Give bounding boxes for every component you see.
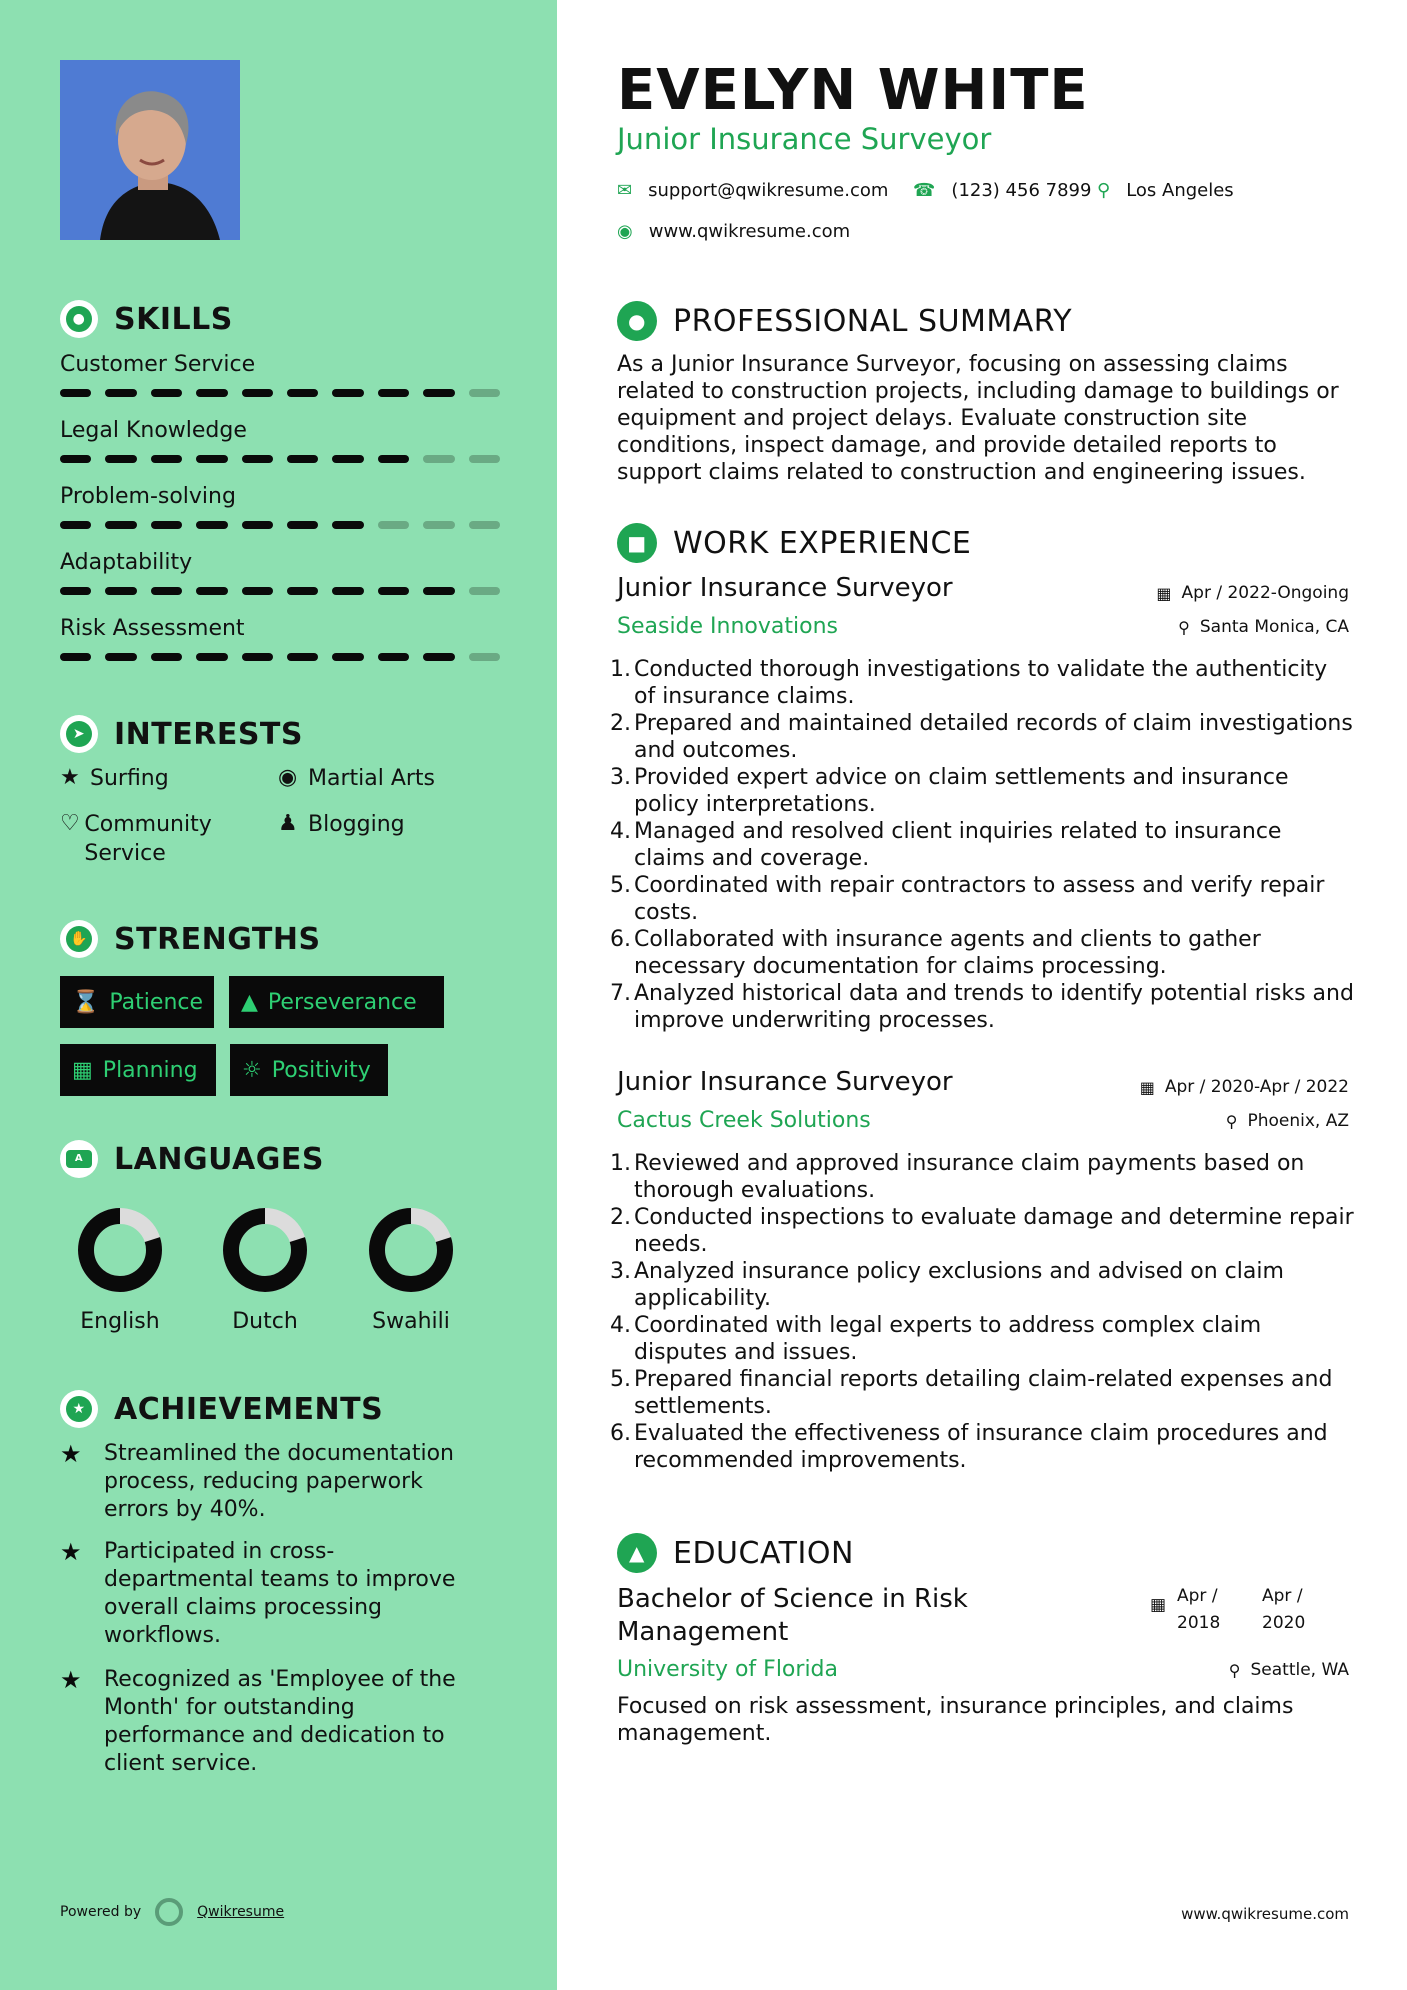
location-text: Los Angeles bbox=[1126, 180, 1234, 201]
candidate-title: Junior Insurance Surveyor bbox=[617, 122, 992, 156]
duty-text: Evaluated the effectiveness of insurance claim procedures and recommended improvements. bbox=[634, 1421, 1328, 1473]
job-dates-text: Apr / 2022-Ongoing bbox=[1181, 583, 1349, 603]
skill-level-dash bbox=[332, 521, 363, 529]
qwikresume-logo-icon bbox=[155, 1898, 183, 1926]
education-location bbox=[1229, 1660, 1349, 1680]
skill-name: Legal Knowledge bbox=[60, 418, 247, 443]
skill-level-dash bbox=[378, 521, 409, 529]
skill-level-dash bbox=[196, 587, 227, 595]
skill-item bbox=[60, 616, 500, 661]
email-text: support@qwikresume.com bbox=[648, 180, 889, 201]
skills-title: SKILLS bbox=[114, 301, 233, 337]
duty-item: 4. Managed and resolved client inquiries related to insurance claims and coverage. bbox=[610, 819, 1282, 871]
interest-label: Community Service bbox=[84, 812, 212, 866]
footer-website[interactable]: www.qwikresume.com bbox=[1181, 1905, 1349, 1923]
interest-item bbox=[60, 764, 169, 793]
duty-text: Conducted thorough investigations to validate the authenticity of insurance claims. bbox=[634, 657, 1328, 709]
calendar-icon: ▦ bbox=[1139, 1077, 1155, 1097]
job-location bbox=[1178, 617, 1349, 637]
language-item bbox=[356, 1205, 466, 1334]
achievement-item bbox=[60, 1440, 480, 1524]
job-title: Junior Insurance Surveyor bbox=[617, 1067, 953, 1097]
job-company: Cactus Creek Solutions bbox=[617, 1108, 871, 1133]
education-location-text: Seattle, WA bbox=[1250, 1660, 1349, 1680]
duty-item: 5. Coordinated with repair contractors to assess and verify repair costs. bbox=[610, 873, 1325, 925]
skill-level-dash bbox=[378, 389, 409, 397]
skill-level-dash bbox=[60, 455, 91, 463]
strength-label: Planning bbox=[102, 1057, 198, 1083]
skill-level-dash bbox=[332, 455, 363, 463]
education-end: Apr / 2020 bbox=[1262, 1586, 1306, 1633]
skill-level-dash bbox=[151, 587, 182, 595]
education-school: University of Florida bbox=[617, 1657, 838, 1682]
skill-name: Adaptability bbox=[60, 550, 193, 575]
duty-text: Coordinated with repair contractors to assess and verify repair costs. bbox=[634, 873, 1325, 925]
job-duties-list bbox=[610, 656, 1354, 1034]
duty-item: 2. Conducted inspections to evaluate damage and determine repair needs. bbox=[610, 1205, 1354, 1257]
language-name: Dutch bbox=[232, 1309, 298, 1334]
skill-level-dash bbox=[378, 455, 409, 463]
skill-level-dash bbox=[60, 653, 91, 661]
duty-text: Prepared and maintained detailed records of claim investigations and outcomes. bbox=[634, 711, 1353, 763]
calendar-icon: ▦ bbox=[1156, 583, 1172, 603]
job-dates bbox=[1156, 583, 1349, 603]
pin-icon: ⚲ bbox=[1228, 1660, 1241, 1680]
phone-icon: ☎ bbox=[913, 180, 936, 201]
summary-text: As a Junior Insurance Surveyor, focusing on assessing claims related to construction projects, including damage to buildings or equipment and project delays. Evaluate construction site conditions, inspect damage, and provide detailed reports to support claims related to construction and engineering issues. bbox=[617, 352, 1339, 485]
job-dates bbox=[1140, 1077, 1349, 1097]
skill-level-dash bbox=[423, 389, 454, 397]
duty-item: 3. Analyzed insurance policy exclusions and advised on claim applicability. bbox=[610, 1259, 1284, 1311]
skill-item bbox=[60, 418, 500, 463]
interest-label: Surfing bbox=[90, 766, 169, 791]
skill-name: Customer Service bbox=[60, 352, 256, 377]
skill-level-dash bbox=[469, 389, 500, 397]
skill-level-dash bbox=[60, 521, 91, 529]
calendar-icon: ▦ bbox=[72, 1057, 93, 1083]
skill-level-dash bbox=[242, 653, 273, 661]
skill-level-dash bbox=[151, 653, 182, 661]
strength-chip bbox=[60, 976, 214, 1028]
duty-text: Prepared financial reports detailing claim-related expenses and settlements. bbox=[634, 1367, 1333, 1419]
mountain-icon: ▲ bbox=[241, 989, 258, 1015]
language-donut bbox=[75, 1205, 165, 1295]
strength-label: Positivity bbox=[271, 1057, 371, 1083]
strength-label: Perseverance bbox=[267, 989, 417, 1015]
duty-item: 3. Provided expert advice on claim settlements and insurance policy interpretations. bbox=[610, 765, 1289, 817]
skill-level-dash bbox=[151, 389, 182, 397]
skill-level-dash bbox=[196, 455, 227, 463]
globe-icon: ◉ bbox=[617, 221, 633, 242]
map-pin-icon: ⚲ bbox=[1097, 180, 1111, 201]
achievement-text: Participated in cross-departmental teams to improve overall claims processing workflows. bbox=[104, 1539, 456, 1648]
shooting-star-icon: ★ bbox=[60, 1440, 82, 1468]
hourglass-icon: ⌛ bbox=[72, 989, 100, 1015]
envelope-icon: ✉ bbox=[617, 180, 633, 201]
skill-level-dash bbox=[469, 587, 500, 595]
website-text: www.qwikresume.com bbox=[648, 221, 851, 242]
star-icon: ★ bbox=[60, 765, 80, 790]
lightbulb-icon: ● bbox=[60, 300, 98, 338]
skill-level-dash bbox=[332, 389, 363, 397]
skill-level-bar bbox=[60, 653, 500, 661]
language-donut bbox=[366, 1205, 456, 1295]
achievements-heading bbox=[60, 1390, 383, 1428]
skill-level-dash bbox=[423, 455, 454, 463]
summary-title: PROFESSIONAL SUMMARY bbox=[673, 303, 1073, 339]
fist-icon: ✋ bbox=[60, 920, 98, 958]
skill-level-bar bbox=[60, 389, 500, 397]
duty-text: Analyzed historical data and trends to identify potential risks and improve underwriting processes. bbox=[634, 981, 1354, 1033]
portrait-image bbox=[60, 60, 240, 240]
skill-level-dash bbox=[378, 587, 409, 595]
job-location-text: Phoenix, AZ bbox=[1247, 1111, 1349, 1131]
skills-heading bbox=[60, 300, 233, 338]
duty-item: 2. Prepared and maintained detailed records of claim investigations and outcomes. bbox=[610, 711, 1353, 763]
skill-level-dash bbox=[423, 653, 454, 661]
pin-icon: ⚲ bbox=[1178, 617, 1190, 637]
skill-level-dash bbox=[60, 587, 91, 595]
languages-title: LANGUAGES bbox=[114, 1141, 324, 1177]
interest-item bbox=[278, 810, 405, 839]
strength-chip bbox=[229, 976, 444, 1028]
contact-location bbox=[1097, 180, 1234, 201]
education-degree: Bachelor of Science in Risk Management bbox=[617, 1584, 968, 1647]
duty-text: Reviewed and approved insurance claim payments based on thorough evaluations. bbox=[634, 1151, 1305, 1203]
skill-level-bar bbox=[60, 455, 500, 463]
achievement-item bbox=[60, 1538, 480, 1650]
education-description: Focused on risk assessment, insurance principles, and claims management. bbox=[617, 1694, 1294, 1746]
duty-item: 1. Conducted thorough investigations to validate the authenticity of insurance claims. bbox=[610, 657, 1328, 709]
duty-text: Collaborated with insurance agents and clients to gather necessary documentation for claims processing. bbox=[634, 927, 1261, 979]
qwikresume-link[interactable]: Qwikresume bbox=[197, 1904, 285, 1920]
skill-level-dash bbox=[469, 653, 500, 661]
skill-level-dash bbox=[287, 653, 318, 661]
skill-level-dash bbox=[423, 587, 454, 595]
skill-item bbox=[60, 484, 500, 529]
briefcase-icon: ■ bbox=[617, 523, 657, 563]
duty-item: 1. Reviewed and approved insurance claim payments based on thorough evaluations. bbox=[610, 1151, 1305, 1203]
duty-text: Conducted inspections to evaluate damage and determine repair needs. bbox=[634, 1205, 1354, 1257]
job-duties-list bbox=[610, 1150, 1354, 1474]
contact-phone[interactable] bbox=[913, 180, 1091, 201]
job-title: Junior Insurance Surveyor bbox=[617, 573, 953, 603]
strengths-heading bbox=[60, 920, 321, 958]
achievement-text: Streamlined the documentation process, reducing paperwork errors by 40%. bbox=[104, 1441, 454, 1522]
summary-heading bbox=[617, 301, 1072, 341]
pin-icon: ⚲ bbox=[1225, 1111, 1238, 1131]
education-dates bbox=[1150, 1592, 1172, 1619]
skill-level-dash bbox=[287, 587, 318, 595]
job-location bbox=[1226, 1111, 1349, 1131]
users-icon: ♟ bbox=[278, 811, 298, 836]
language-name: English bbox=[80, 1309, 160, 1334]
language-name: Swahili bbox=[372, 1309, 450, 1334]
skill-level-dash bbox=[287, 389, 318, 397]
language-item bbox=[210, 1205, 320, 1334]
contact-website[interactable] bbox=[617, 221, 850, 242]
experience-title: WORK EXPERIENCE bbox=[673, 525, 972, 561]
skill-level-dash bbox=[378, 653, 409, 661]
paper-plane-icon: ➤ bbox=[60, 715, 98, 753]
skill-level-dash bbox=[196, 389, 227, 397]
duty-text: Analyzed insurance policy exclusions and advised on claim applicability. bbox=[634, 1259, 1284, 1311]
skill-level-dash bbox=[105, 389, 136, 397]
skill-level-dash bbox=[151, 455, 182, 463]
language-item bbox=[65, 1205, 175, 1334]
duty-item: 4. Coordinated with legal experts to address complex claim disputes and issues. bbox=[610, 1313, 1262, 1365]
skill-level-dash bbox=[105, 455, 136, 463]
skill-level-dash bbox=[469, 455, 500, 463]
graduate-icon: ▲ bbox=[617, 1533, 657, 1573]
shooting-star-icon: ★ bbox=[60, 1666, 82, 1694]
handshake-icon: ♡ bbox=[60, 811, 80, 836]
sun-icon: ☼ bbox=[242, 1057, 262, 1083]
experience-heading bbox=[617, 523, 971, 563]
powered-by bbox=[60, 1898, 284, 1926]
interest-label: Blogging bbox=[308, 812, 405, 837]
skill-level-dash bbox=[469, 521, 500, 529]
achievement-text: Recognized as 'Employee of the Month' for outstanding performance and dedication to client service. bbox=[104, 1667, 456, 1776]
skill-level-bar bbox=[60, 521, 500, 529]
candidate-name: EVELYN WHITE bbox=[617, 58, 1089, 123]
strength-label: Patience bbox=[109, 989, 204, 1015]
strength-chip bbox=[60, 1044, 216, 1096]
job-location-text: Santa Monica, CA bbox=[1199, 617, 1349, 637]
skill-level-dash bbox=[151, 521, 182, 529]
skill-level-dash bbox=[242, 587, 273, 595]
achievements-title: ACHIEVEMENTS bbox=[114, 1391, 384, 1427]
user-icon: ● bbox=[617, 301, 657, 341]
calendar-icon: ▦ bbox=[1150, 1595, 1167, 1615]
skill-level-dash bbox=[196, 653, 227, 661]
strength-chip bbox=[230, 1044, 388, 1096]
skill-level-bar bbox=[60, 587, 500, 595]
strengths-title: STRENGTHS bbox=[114, 921, 321, 957]
skill-level-dash bbox=[287, 521, 318, 529]
language-donut bbox=[220, 1205, 310, 1295]
globe-icon: ◉ bbox=[278, 765, 298, 790]
skill-level-dash bbox=[105, 521, 136, 529]
skill-level-dash bbox=[196, 521, 227, 529]
skill-level-dash bbox=[242, 455, 273, 463]
job-company: Seaside Innovations bbox=[617, 614, 838, 639]
skill-level-dash bbox=[242, 521, 273, 529]
profile-photo bbox=[60, 60, 240, 240]
languages-heading bbox=[60, 1140, 324, 1178]
skill-level-dash bbox=[423, 521, 454, 529]
skill-level-dash bbox=[60, 389, 91, 397]
education-heading bbox=[617, 1533, 854, 1573]
duty-text: Coordinated with legal experts to address complex claim disputes and issues. bbox=[634, 1313, 1262, 1365]
skill-item bbox=[60, 352, 500, 397]
duty-text: Provided expert advice on claim settlements and insurance policy interpretations. bbox=[634, 765, 1289, 817]
skill-level-dash bbox=[105, 653, 136, 661]
job-dates-text: Apr / 2020-Apr / 2022 bbox=[1164, 1077, 1349, 1097]
interests-title: INTERESTS bbox=[114, 716, 303, 752]
skill-level-dash bbox=[332, 587, 363, 595]
skill-name: Risk Assessment bbox=[60, 616, 245, 641]
education-start: Apr / 2018 bbox=[1177, 1586, 1221, 1633]
phone-text: (123) 456 7899 bbox=[951, 180, 1092, 201]
skill-level-dash bbox=[287, 455, 318, 463]
duty-item: 5. Prepared financial reports detailing claim-related expenses and settlements. bbox=[610, 1367, 1333, 1419]
interests-heading bbox=[60, 715, 303, 753]
skill-item bbox=[60, 550, 500, 595]
duty-text: Managed and resolved client inquiries related to insurance claims and coverage. bbox=[634, 819, 1282, 871]
language-icon: A bbox=[60, 1140, 98, 1178]
interest-item bbox=[60, 810, 260, 868]
star-badge-icon: ★ bbox=[60, 1390, 98, 1428]
education-title: EDUCATION bbox=[673, 1535, 854, 1571]
shooting-star-icon: ★ bbox=[60, 1538, 82, 1566]
powered-by-label: Powered by bbox=[60, 1904, 142, 1920]
duty-item: 7. Analyzed historical data and trends to identify potential risks and improve underwriting processes. bbox=[610, 981, 1354, 1033]
skill-name: Problem-solving bbox=[60, 484, 236, 509]
interest-item bbox=[278, 764, 435, 793]
skill-level-dash bbox=[332, 653, 363, 661]
interest-label: Martial Arts bbox=[308, 766, 436, 791]
skill-level-dash bbox=[242, 389, 273, 397]
contact-email[interactable] bbox=[617, 180, 888, 201]
duty-item: 6. Evaluated the effectiveness of insurance claim procedures and recommended improvements. bbox=[610, 1421, 1328, 1473]
achievement-item bbox=[60, 1666, 480, 1778]
sidebar bbox=[0, 0, 557, 1990]
duty-item: 6. Collaborated with insurance agents and clients to gather necessary documentation for claims processing. bbox=[610, 927, 1261, 979]
skill-level-dash bbox=[105, 587, 136, 595]
